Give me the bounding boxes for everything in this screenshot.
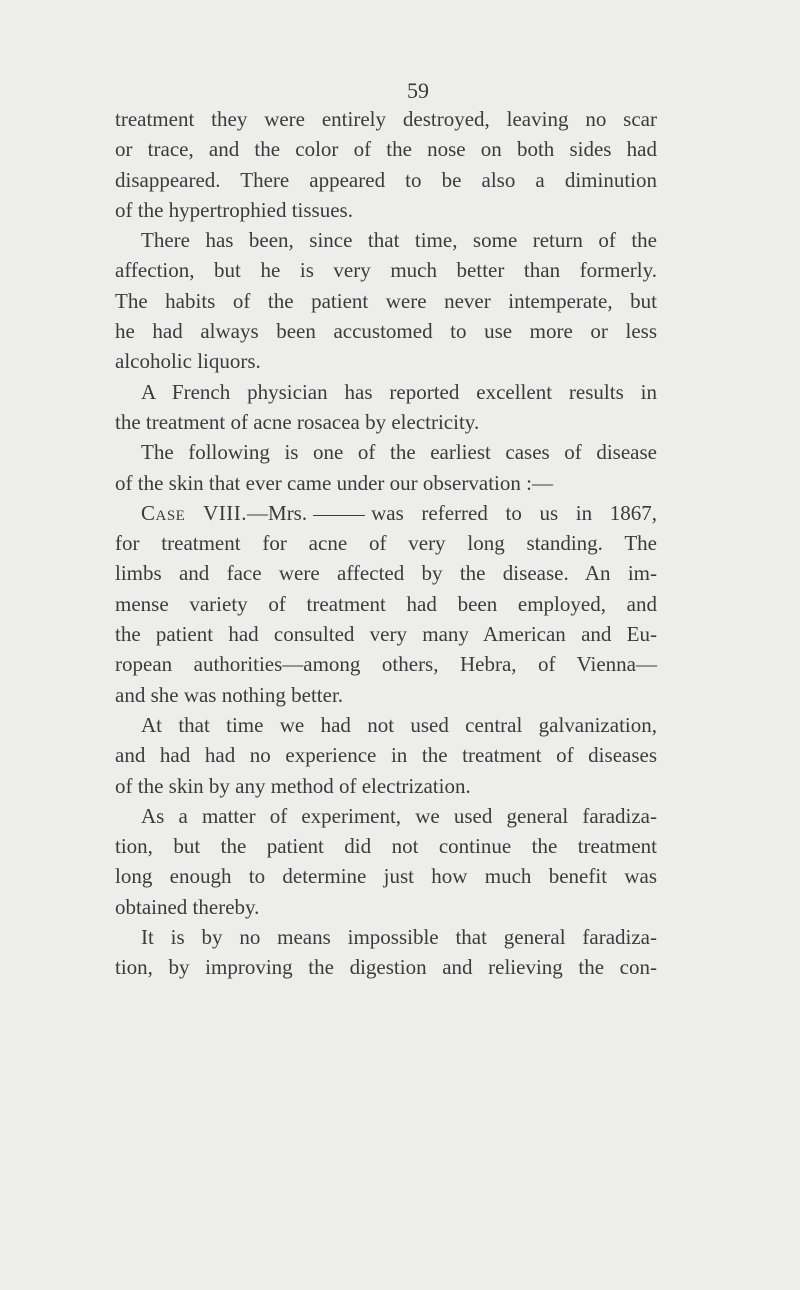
case-heading-line	[115, 498, 657, 528]
case-label: Case VIII.	[141, 500, 248, 525]
text-line: of the skin that ever came under our observation :—	[115, 470, 553, 495]
text-line: or trace, and the color of the nose on both sides had	[115, 137, 657, 162]
text-line: and she was nothing better.	[115, 682, 344, 707]
text-line: and had had no experience in the treatment of diseases	[115, 743, 657, 768]
text-line: It is by no means impossible that general faradiza-	[141, 925, 657, 950]
text-line: mense variety of treatment had been employed, and	[115, 591, 657, 616]
text-line: There has been, since that time, some return of the	[141, 228, 657, 253]
text-line: obtained thereby.	[115, 894, 260, 919]
case-mrs: —Mrs.	[247, 500, 308, 525]
page-number: 59	[407, 78, 429, 103]
text-line: the patient had consulted very many American and Eu-	[115, 622, 657, 647]
name-omitted-dash	[313, 515, 365, 516]
text-line: limbs and face were affected by the disease. An im-	[115, 561, 657, 586]
text-line: affection, but he is very much better than formerly.	[115, 258, 657, 283]
text-line: he had always been accustomed to use more or less	[115, 319, 657, 344]
text-line: alcoholic liquors.	[115, 349, 261, 374]
text-line: At that time we had not used central galvanization,	[141, 712, 657, 737]
text-line: tion, but the patient did not continue the treatment	[115, 834, 657, 859]
text-line: treatment they were entirely destroyed, leaving no scar	[115, 107, 657, 131]
text-line: A French physician has reported excellent results in	[141, 379, 657, 404]
text-line: tion, by improving the digestion and relieving the con-	[115, 955, 657, 980]
text-line: long enough to determine just how much benefit was	[115, 864, 657, 889]
text-line: the treatment of acne rosacea by electricity.	[115, 409, 480, 434]
text-line: ropean authorities—among others, Hebra, of Vienna—	[115, 652, 657, 677]
text-line: of the skin by any method of electrization.	[115, 773, 471, 798]
text-line: of the hypertrophied tissues.	[115, 197, 353, 222]
text-line: As a matter of experiment, we used general faradiza-	[141, 803, 657, 828]
text-line: The following is one of the earliest cases of disease	[141, 440, 657, 465]
text-line: The habits of the patient were never intemperate, but	[115, 288, 657, 313]
text-line: disappeared. There appeared to be also a diminution	[115, 167, 657, 192]
case-rest: was referred to us in 1867,	[371, 500, 657, 525]
body-text	[115, 104, 657, 983]
text-line: for treatment for acne of very long standing. The	[115, 531, 657, 556]
